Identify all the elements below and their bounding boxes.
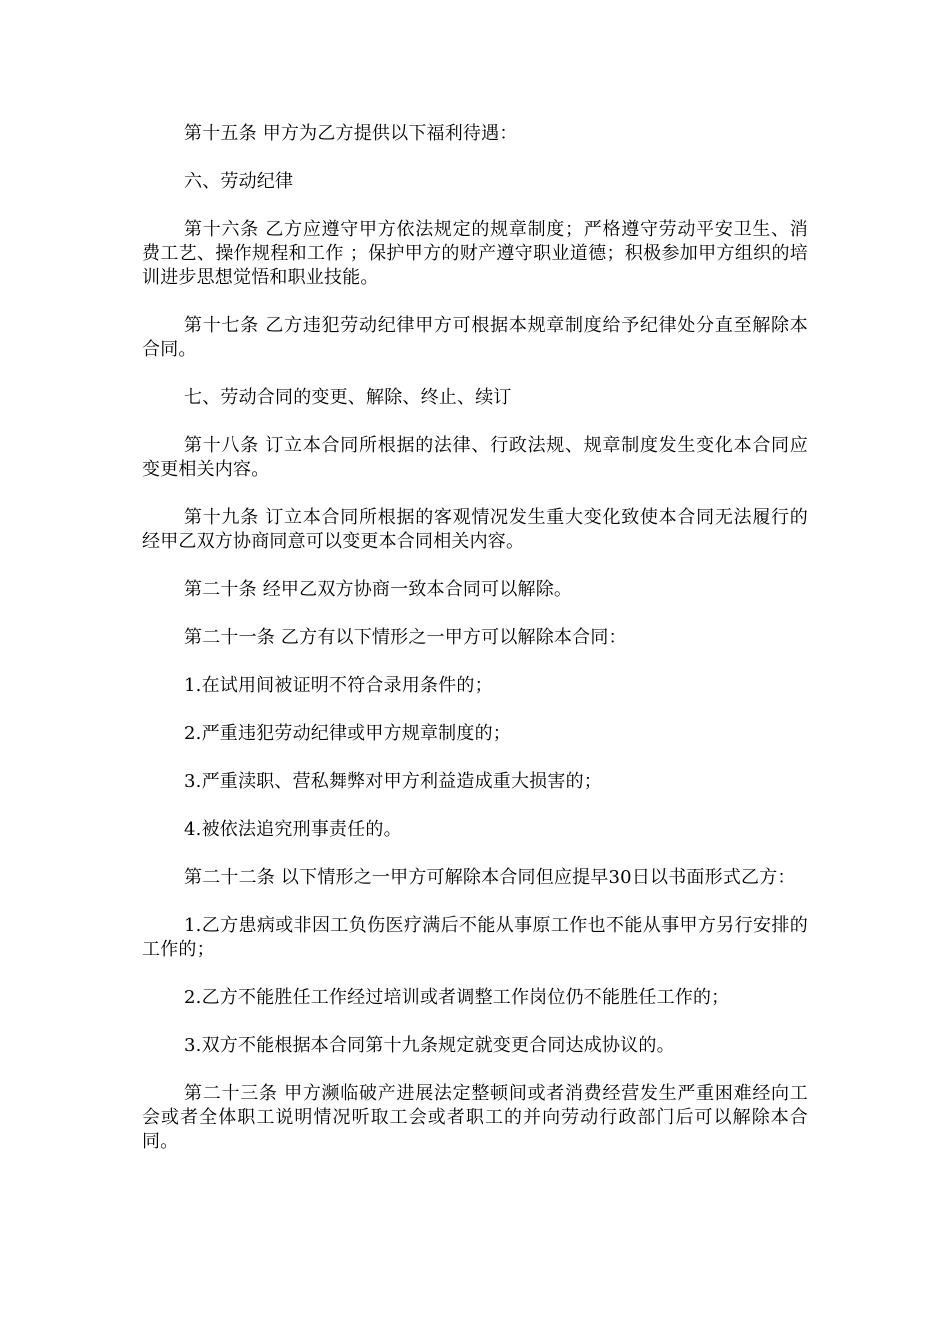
article-20: 第二十条 经甲乙双方协商一致本合同可以解除。	[184, 579, 573, 600]
article-19: 第十九条 订立本合同所根据的客观情况发生重大变化致使本合同无法履行的经甲乙双方协商同意可以变更本合同相关内容。	[142, 507, 808, 552]
article-21: 第二十一条 乙方有以下情形之一甲方可以解除本合同：	[184, 627, 627, 648]
section-6-heading: 六、劳动纪律	[184, 171, 294, 192]
article-23: 第二十三条 甲方濒临破产进展法定整顿间或者消费经营发生严重困难经向工会或者全体职工说明情况听取工会或者职工的并向劳动行政部门后可以解除本合同。	[142, 1083, 808, 1152]
article-21-item-1: 1.在试用间被证明不符合录用条件的；	[184, 675, 493, 696]
article-17: 第十七条 乙方违犯劳动纪律甲方可根据本规章制度给予纪律处分直至解除本合同。	[142, 315, 808, 360]
article-16: 第十六条 乙方应遵守甲方依法规定的规章制度；严格遵守劳动平安卫生、消费工艺、操作规程和工作 ；保护甲方的财产遵守职业道德；积极参加甲方组织的培训进步思想觉悟和职业技能。	[142, 219, 808, 288]
article-21-item-2: 2.严重违犯劳动纪律或甲方规章制度的；	[184, 723, 511, 744]
article-18: 第十八条 订立本合同所根据的法律、行政法规、规章制度发生变化本合同应变更相关内容。	[142, 435, 808, 480]
article-21-item-3: 3.严重渎职、营私舞弊对甲方利益造成重大损害的；	[184, 771, 602, 792]
article-22-item-3: 3.双方不能根据本合同第十九条规定就变更合同达成协议的。	[184, 1035, 675, 1056]
article-21-item-4: 4.被依法追究刑事责任的。	[184, 819, 402, 840]
document-page	[142, 122, 808, 1178]
section-7-heading: 七、劳动合同的变更、解除、终止、续订	[184, 387, 512, 408]
article-22: 第二十二条 以下情形之一甲方可解除本合同但应提早30日以书面形式乙方：	[184, 867, 796, 888]
article-22-item-1: 1.乙方患病或非因工负伤医疗满后不能从事原工作也不能从事甲方另行安排的工作的；	[142, 915, 808, 960]
article-15: 第十五条 甲方为乙方提供以下福利待遇：	[184, 123, 518, 144]
article-22-item-2: 2.乙方不能胜任工作经过培训或者调整工作岗位仍不能胜任工作的；	[184, 987, 730, 1008]
